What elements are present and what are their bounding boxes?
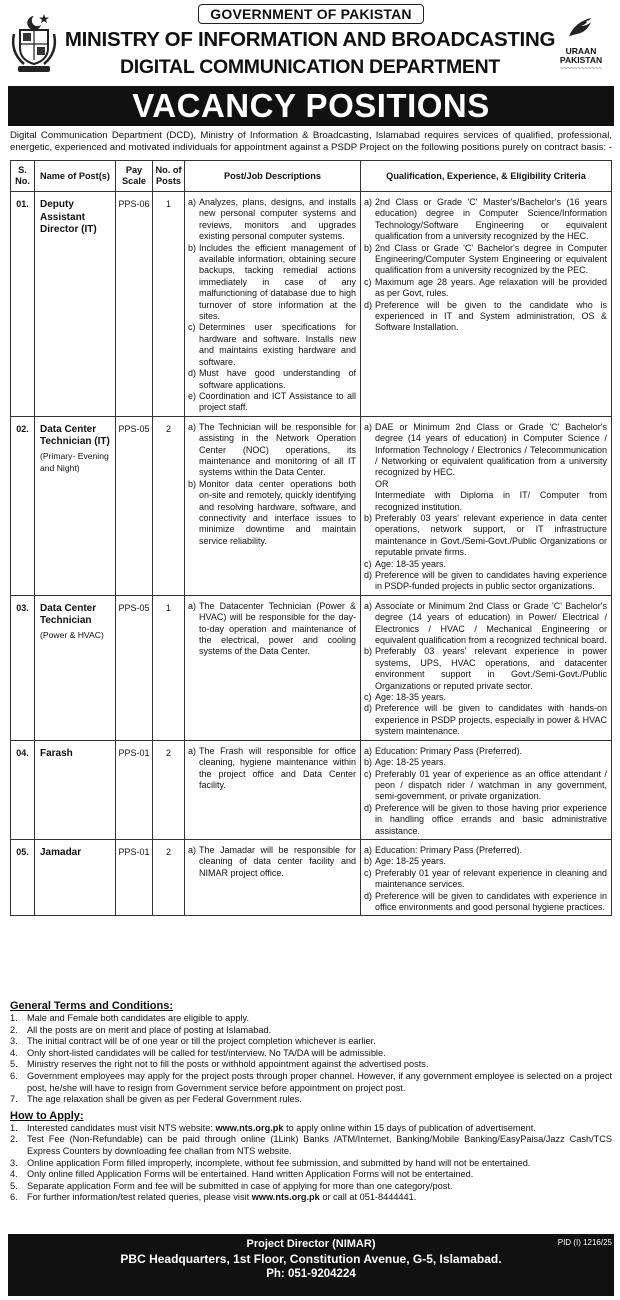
cell-pay-scale: PPS-01	[116, 740, 153, 839]
list-item-marker: b)	[364, 512, 373, 523]
list-item	[364, 646, 607, 692]
cell-post-name	[35, 839, 116, 915]
table-row	[11, 192, 612, 417]
list-item-marker: d)	[364, 570, 373, 580]
list-item	[188, 845, 356, 879]
intro-paragraph: Digital Communication Department (DCD), Ministry of Information & Broadcasting, Islamabad requires services of qualified, professional, energetic, experienced and motivated individuals for appointment against a PSDP Project on the following positions purely on contract basis: -	[10, 130, 612, 154]
post-name: Data Center Technician (IT)	[40, 423, 110, 448]
list-item-marker: a)	[364, 745, 373, 756]
apply-number: 4.	[10, 1169, 18, 1180]
list-item-text: Preferably 01 year of relevant experience in cleaning and maintenance services.	[375, 867, 607, 890]
list-item-text: Age: 18-35 years.	[375, 558, 447, 569]
cell-post-name	[35, 740, 116, 839]
footer	[8, 1234, 614, 1296]
vacancy-title: VACANCY POSITIONS	[8, 86, 614, 126]
cell-post-name	[35, 595, 116, 740]
pid-number: PID (I) 1216/25	[557, 1238, 612, 1247]
how-to-apply-title: How to Apply:	[10, 1109, 84, 1122]
term-text: Male and Female both candidates are eligible to apply.	[27, 1013, 249, 1023]
list-item	[188, 601, 356, 658]
list-item-text: The Technician will be responsible for assisting in the Network Operation Center (NOC) operations, its maintenance and monitoring of all IT systems within the Data Center.	[199, 421, 356, 478]
cell-job-description	[185, 740, 361, 839]
apply-item-text: Interested candidates must visit NTS website:	[27, 1122, 213, 1133]
cell-job-description	[185, 192, 361, 417]
uraan-logo-text: URAAN PAKISTAN	[559, 46, 603, 65]
list-item-marker: a)	[188, 745, 197, 756]
term-text: All the posts are on merit and place of posting at Islamabad.	[27, 1024, 272, 1035]
department-title: DIGITAL COMMUNICATION DEPARTMENT	[119, 56, 500, 78]
term-item	[10, 1094, 612, 1106]
list-item	[364, 803, 607, 837]
list-item-text: Age: 18-25 years.	[375, 856, 447, 867]
post-name: Jamadar	[40, 846, 82, 858]
list-item-text: Preference will be given to the candidate who is experienced in IT and System administration, OS & Software Installation.	[375, 299, 607, 333]
state-emblem-icon	[8, 10, 60, 74]
table-header-row	[11, 161, 612, 192]
term-number: 1.	[10, 1013, 18, 1023]
list-item-marker: b)	[364, 757, 373, 768]
list-item	[364, 479, 607, 490]
cell-job-description	[185, 416, 361, 595]
list-item-marker: a)	[188, 600, 197, 611]
apply-text: Only online filled Application Forms will be entertained. Hand written Application Forms will not be entertained.	[27, 1169, 474, 1180]
list-item-text: The Datacenter Technician (Power & HVAC) will be responsible for the day-to-day operation and maintenance of the electrical, power and cooling systems of the Data Center.	[199, 600, 356, 657]
list-item-text: Maximum age 28 years. Age relaxation will be provided as per Govt, rules.	[375, 276, 607, 299]
nts-website-link[interactable]: www.nts.org.pk	[251, 1192, 320, 1203]
cell-no-of-posts: 1	[153, 595, 185, 740]
list-item-text: Preference will be given to candidates having experience in PSDP-funded projects in public sector organizations.	[375, 570, 607, 592]
table-row	[11, 595, 612, 740]
cell-no-of-posts: 2	[153, 740, 185, 839]
terms-section	[10, 1000, 612, 1204]
list-item	[364, 490, 607, 513]
apply-item	[10, 1134, 612, 1157]
list-item	[364, 197, 607, 243]
apply-text: Separate application Form and fee will be submitted in case of applying for more than one category/post.	[27, 1180, 453, 1191]
list-item	[364, 746, 607, 757]
apply-text: Online application Form filled improperly, incomplete, without fee submission, and submitted by hand will not be entertained.	[27, 1157, 531, 1168]
cell-no-of-posts: 1	[153, 192, 185, 417]
term-number: 5.	[10, 1059, 18, 1070]
vacancy-table	[10, 160, 612, 916]
apply-item	[10, 1181, 612, 1193]
list-item-marker: d)	[188, 368, 197, 379]
apply-number: 5.	[10, 1180, 18, 1191]
list-item-marker: b)	[364, 242, 373, 253]
list-item-marker: d)	[364, 802, 373, 813]
list-item	[364, 757, 607, 768]
cell-pay-scale: PPS-01	[116, 839, 153, 915]
term-number: 3.	[10, 1036, 18, 1047]
term-item	[10, 1036, 612, 1048]
header-criteria: Qualification, Experience, & Eligibility Criteria	[361, 161, 612, 192]
post-subtitle: (Power & HVAC)	[40, 629, 104, 640]
list-item-marker: a)	[364, 844, 373, 855]
terms-list	[10, 1013, 612, 1106]
header-pay-scale: Pay Scale	[116, 161, 153, 192]
list-item-text: Education: Primary Pass (Preferred).	[375, 844, 523, 855]
term-number: 4.	[10, 1047, 18, 1058]
apply-item-text: or call at 051-8444441.	[322, 1192, 417, 1203]
list-item-marker: d)	[364, 890, 373, 901]
ministry-title: MINISTRY OF INFORMATION AND BROADCASTING	[64, 28, 556, 51]
list-item	[188, 243, 356, 323]
list-item-marker: c)	[364, 276, 372, 287]
how-to-apply-list	[10, 1123, 612, 1204]
list-item-text: Analyzes, plans, designs, and installs new personal computer systems and reviews, monitors and upgrades existing personal computer systems.	[199, 197, 356, 242]
cell-no-of-posts: 2	[153, 839, 185, 915]
cell-sno: 03.	[11, 595, 35, 740]
list-item	[364, 856, 607, 867]
list-item-marker: b)	[188, 242, 197, 253]
list-item	[188, 479, 356, 547]
list-item	[364, 300, 607, 334]
list-item-marker: c)	[364, 867, 372, 878]
list-item	[364, 703, 607, 737]
term-text: Ministry reserves the right not to fill the posts or withhold appointment against the advertised posts.	[27, 1059, 429, 1070]
list-item-text: DAE or Minimum 2nd Class or Grade 'C' Bachelor's degree (14 years of education) in Computer Science / Information Technology / Electronics / Telecommunication / Networking or equivalent qualification from a university recognized by HEC.	[375, 421, 607, 478]
term-number: 6.	[10, 1070, 18, 1081]
list-item-marker: c)	[364, 558, 372, 569]
cell-post-name	[35, 416, 116, 595]
list-item-text: Determines user specifications for hardware and software. Installs new and maintains existing hardware and software.	[199, 322, 356, 367]
cell-criteria	[361, 740, 612, 839]
list-item	[364, 769, 607, 803]
list-item	[364, 243, 607, 277]
list-item-marker: d)	[364, 299, 373, 310]
apply-text: Test Fee (Non-Refundable) can be paid through online (1Link) Banks /ATM/Internet, Banking/Mobile Banking/EasyPaisa/Jazz Cash/TCS Express Counters by downloading fee challan from NTS website.	[27, 1134, 612, 1156]
table-row	[11, 740, 612, 839]
term-item	[10, 1048, 612, 1060]
table-row	[11, 416, 612, 595]
list-item	[364, 692, 607, 703]
list-item	[188, 368, 356, 391]
post-name: Data Center Technician	[40, 602, 97, 627]
list-item-text: Education: Primary Pass (Preferred).	[375, 745, 523, 756]
apply-item	[10, 1169, 612, 1181]
list-item	[364, 601, 607, 647]
cell-pay-scale: PPS-06	[116, 192, 153, 417]
apply-item	[10, 1158, 612, 1170]
cell-criteria	[361, 192, 612, 417]
list-item-text: Preferably 03 years' relevant experience in data center operations, network support, or IT infrastructure maintenance in Govt./Semi-Govt./Public Organizations or reputable private firms.	[375, 512, 607, 558]
apply-number: 2.	[10, 1134, 18, 1145]
cell-job-description	[185, 839, 361, 915]
term-item	[10, 1025, 612, 1037]
apply-item: 1. Interested candidates must visit NTS website: www.nts.org.pk to apply online within 15 days of publication of advertisement.	[10, 1122, 536, 1133]
list-item	[364, 422, 607, 479]
list-item-text: Monitor data center operations both on-site and remotely, quickly identifying and resolving hardware, software, and connectivity and interface issues to minimize downtime and maintain service reliability.	[199, 478, 356, 546]
cell-post-name	[35, 192, 116, 417]
header-job-description: Post/Job Descriptions	[185, 161, 361, 192]
uraan-pakistan-logo	[548, 14, 614, 70]
list-item-marker: d)	[364, 703, 373, 714]
cell-pay-scale: PPS-05	[116, 595, 153, 740]
cell-sno: 05.	[11, 839, 35, 915]
list-item	[188, 746, 356, 792]
list-item-marker: b)	[364, 646, 373, 657]
header-sno: S. No.	[11, 161, 35, 192]
apply-number: 3.	[10, 1157, 18, 1168]
cell-pay-scale: PPS-05	[116, 416, 153, 595]
list-item-text: Includes the efficient management of available information, obtaining secure backups, tacking remedial actions immediately in case of any malfunctioning of database due to high turnover of store information at the sites.	[199, 242, 356, 322]
term-text: Government employees may apply for the project posts through proper channel. However, if any government employee is selected on a project post, he/she will have to resign from Government service before appointment on project post.	[27, 1070, 612, 1093]
term-number: 7.	[10, 1094, 18, 1105]
term-item	[10, 1071, 612, 1094]
list-item-text: Age: 18-35 years.	[375, 692, 447, 703]
term-text: The initial contract will be of one year or till the project completion whichever is earlier.	[27, 1036, 376, 1047]
term-item	[10, 1059, 612, 1071]
list-item-text: Preferably 01 year of experience as an office attendant / peon / dispatch rider / watchman in any government, semi-government, or private organization.	[375, 768, 607, 802]
list-item-marker: a)	[188, 197, 197, 207]
list-item	[188, 197, 356, 243]
cell-criteria	[361, 839, 612, 915]
term-text: The age relaxation shall be given as per Federal Government rules.	[27, 1094, 302, 1105]
cell-criteria	[361, 416, 612, 595]
apply-list	[10, 1134, 612, 1192]
cell-sno: 01.	[11, 192, 35, 417]
list-item-text: Age: 18-25 years.	[375, 757, 447, 768]
footer-phone: Ph: 051-9204224	[266, 1268, 356, 1280]
list-item	[188, 422, 356, 479]
government-banner: GOVERNMENT OF PAKISTAN	[198, 4, 424, 24]
apply-item-text: For further information/test related queries, please visit	[27, 1192, 250, 1203]
list-item-marker: b)	[188, 478, 197, 489]
term-text: Only short-listed candidates will be called for test/interview. No TA/DA will be admissible.	[27, 1047, 386, 1058]
cell-criteria	[361, 595, 612, 740]
terms-title: General Terms and Conditions:	[10, 1000, 173, 1012]
apply-item-text: to apply online within 15 days of publication of advertisement.	[286, 1122, 536, 1133]
list-item	[364, 277, 607, 300]
post-name: Farash	[40, 747, 73, 759]
list-item-marker: b)	[364, 856, 373, 867]
list-item-text: Preference will be given to those having prior experience in handling office errands and basic administrative assistance.	[375, 802, 607, 836]
header-no-of-posts: No. of Posts	[153, 161, 185, 192]
list-item-text: Preferably 03 years' relevant experience in power systems, UPS, HVAC operations, and datacenter environment support in Govt./Semi-Govt./Public Organizations or reputed private sector.	[375, 646, 607, 691]
apply-item: 6. For further information/test related queries, please visit www.nts.org.pk or call at 051-8444441.	[10, 1192, 417, 1203]
list-item-marker: a)	[364, 421, 373, 432]
nts-website-link[interactable]: www.nts.org.pk	[215, 1122, 284, 1133]
list-item	[188, 322, 356, 368]
cell-sno: 02.	[11, 416, 35, 595]
header-name: Name of Post(s)	[35, 161, 116, 192]
table-row	[11, 839, 612, 915]
list-item-marker: c)	[364, 768, 372, 779]
term-number: 2.	[10, 1024, 18, 1035]
list-item-text: Intermediate with Diploma in IT/ Computer from recognized institution.	[375, 490, 607, 512]
list-item-marker: a)	[188, 844, 197, 855]
list-item-marker: a)	[188, 421, 197, 432]
post-subtitle: (Primary- Evening and Night)	[40, 450, 109, 474]
list-item-text: 2nd Class or Grade 'C' Bachelor's degree in Computer Engineering/Computer System Engineering or equivalent qualification from a university recognized by the PEC.	[375, 242, 607, 276]
list-item-marker: c)	[188, 322, 196, 333]
uraan-bird-icon	[561, 14, 601, 42]
list-item-text: The Jamadar will be responsible for cleaning of data center facility and NIMAR project office.	[199, 844, 356, 878]
cell-sno: 04.	[11, 740, 35, 839]
list-item-text: Associate or Minimum 2nd Class or Grade 'C' Bachelor's degree (14 years of education) in Power/ Electrical / Electronics / HVAC / Mechanical Engineering or equivalent qualification from a recognized technical board.	[375, 600, 607, 646]
list-item	[364, 845, 607, 856]
footer-address: PBC Headquarters, 1st Floor, Constitution Avenue, G-5, Islamabad.	[120, 1252, 502, 1266]
list-item	[364, 559, 607, 570]
list-item	[364, 868, 607, 891]
list-item-marker: c)	[364, 692, 372, 703]
list-item-text: Must have good understanding of software applications.	[199, 368, 356, 390]
cell-no-of-posts: 2	[153, 416, 185, 595]
list-item	[364, 891, 607, 914]
list-item-text: Preference will be given to candidates with experience in office environments and good personal hygiene practices.	[375, 890, 607, 912]
list-item-text: The Frash will responsible for office cleaning, hygiene maintenance within the project office and Data Center facility.	[199, 745, 356, 790]
list-item-marker: a)	[364, 197, 373, 207]
list-item-text: 2nd Class or Grade 'C' Master's/Bachelor's (16 years education) degree in Computer Science/Information Technology/Software Engineering or equivalent qualification from a university recognized by the HEC.	[375, 197, 607, 242]
list-item-text: Coordination and ICT Assistance to all project staff.	[199, 390, 356, 413]
list-item	[364, 570, 607, 593]
list-item-marker	[364, 490, 375, 513]
list-item-marker: e)	[188, 390, 197, 401]
footer-project-director: Project Director (NIMAR)	[246, 1238, 376, 1250]
uraan-urdu-script-icon: ~~~~~~~~~~~~	[559, 66, 603, 72]
list-item-marker	[364, 479, 375, 490]
list-item-marker: a)	[364, 600, 373, 611]
list-item	[188, 391, 356, 414]
list-item	[364, 513, 607, 559]
cell-job-description	[185, 595, 361, 740]
header	[0, 0, 620, 96]
list-item-text: OR	[375, 478, 389, 489]
list-item-text: Preference will be given to candidates with hands-on experience in PSDP projects, especially in power & HVAC system maintenance.	[375, 703, 607, 737]
post-name: Deputy Assistant Director (IT)	[40, 199, 97, 235]
term-item	[10, 1013, 612, 1025]
